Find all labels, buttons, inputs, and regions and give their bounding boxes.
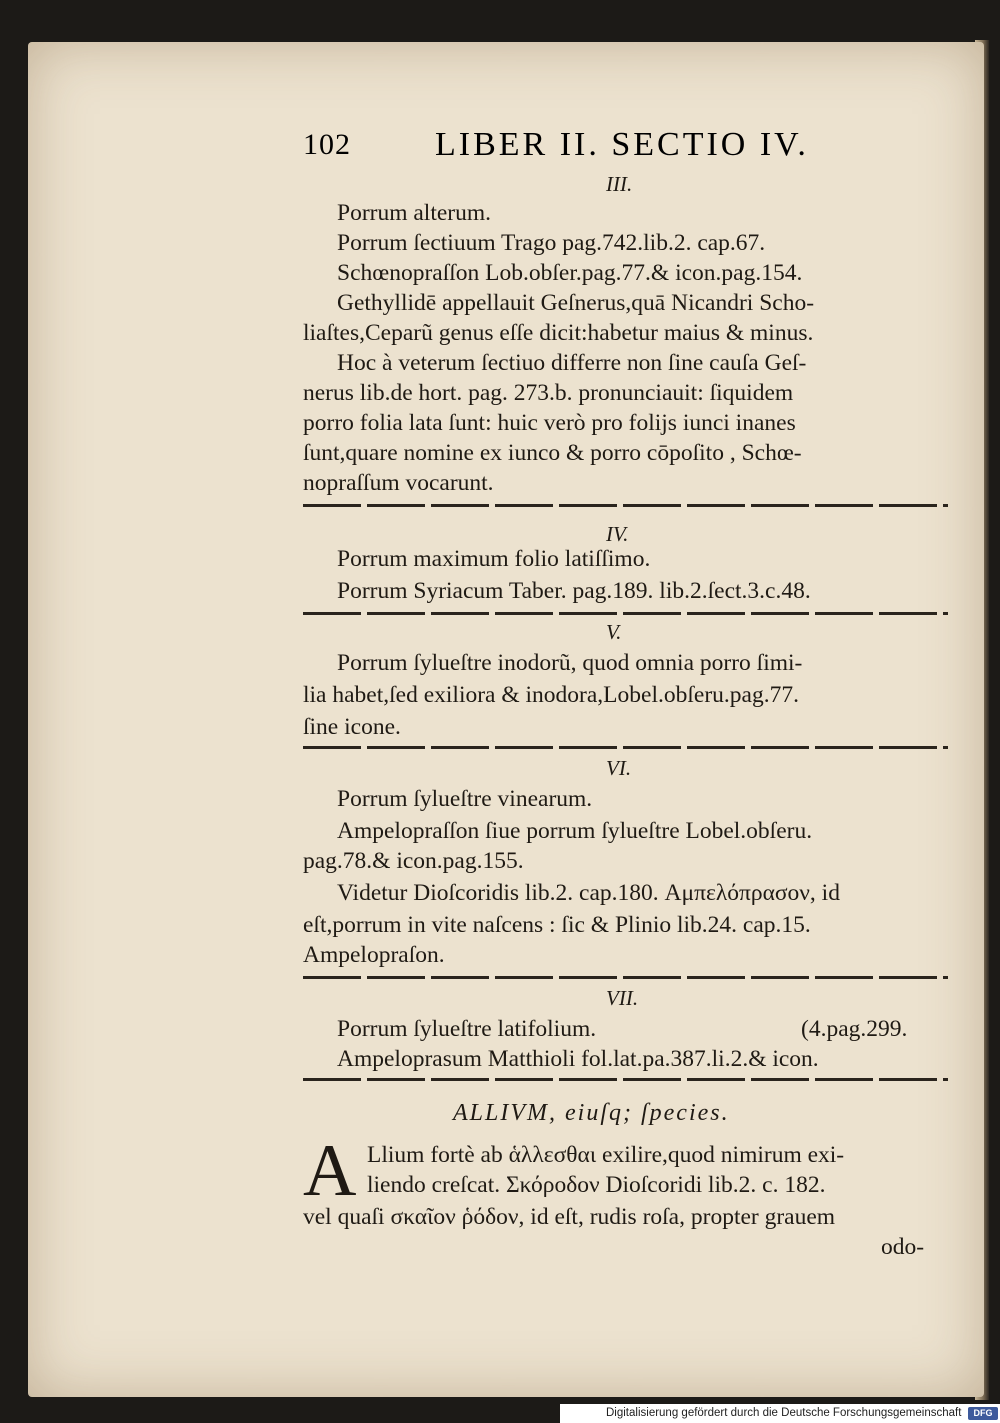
section-numeral: IV. (606, 522, 629, 546)
text-line: Porrum maximum folio latiſſimo. (337, 546, 651, 572)
dfg-logo-icon: DFG (968, 1407, 998, 1420)
margin-note: (4.pag.299. (801, 1016, 908, 1042)
text-line: Videtur Dioſcoridis lib.2. cap.180. Αμπελόπρασον, id (337, 880, 840, 906)
text-line: vel quaſi σκαῖον ῥόδον, id eſt, rudis roſa, propter grauem (303, 1204, 836, 1230)
text-line: Porrum ſylueſtre vinearum. (337, 786, 593, 812)
text-line: Ampelopraſon. (303, 942, 445, 968)
section-rule (303, 976, 948, 979)
text-line: Porrum alterum. (337, 200, 492, 226)
page-header (303, 126, 953, 170)
text-line: Porrum ſectiuum Trago pag.742.lib.2. cap.67. (337, 230, 766, 256)
text-line: ſine icone. (303, 714, 401, 740)
text-line: Hoc à veterum ſectiuo differre non ſine cauſa Geſ- (337, 350, 807, 376)
text-line: Porrum Syriacum Taber. pag.189. lib.2.ſect.3.c.48. (337, 578, 811, 604)
section-numeral: III. (606, 172, 633, 196)
section-rule (303, 1078, 948, 1081)
text-line: lia habet,ſed exiliora & inodora,Lobel.obſeru.pag.77. (303, 682, 799, 708)
section-numeral: V. (606, 620, 622, 644)
catchword: odo- (881, 1234, 925, 1260)
section-numeral: VI. (606, 756, 632, 780)
running-head: LIBER II. SECTIO IV. (435, 126, 809, 163)
section-numeral: VII. (606, 986, 639, 1010)
footer-text: Digitalisierung gefördert durch die Deutsche Forschungsgemeinschaft (606, 1407, 962, 1419)
text-line: Porrum ſylueſtre inodorũ, quod omnia porro ſimi- (337, 650, 803, 676)
text-line: Gethyllidē appellauit Geſnerus,quā Nicandri Scho- (337, 290, 815, 316)
drop-cap: A (303, 1130, 357, 1212)
text-line: liendo creſcat. Σκόροδον Dioſcoridi lib.2. c. 182. (367, 1172, 826, 1198)
text-line: ſunt,quare nomine ex iunco & porro cōpoſito , Schœ- (303, 440, 802, 466)
text-line: Porrum ſylueſtre latifolium. (337, 1016, 597, 1042)
text-line: porro folia lata ſunt: huic verò pro folijs iunci inanes (303, 410, 796, 436)
text-line: pag.78.& icon.pag.155. (303, 848, 524, 874)
section-rule (303, 504, 948, 507)
text-line: Llium fortè ab ἁλλεσθαι exilire,quod nimirum exi- (367, 1142, 845, 1168)
text-line: eſt,porrum in vite naſcens : ſic & Plinio lib.24. cap.15. (303, 912, 811, 938)
text-line: Schœnopraſſon Lob.obſer.pag.77.& icon.pag.154. (337, 260, 803, 286)
text-line: nopraſſum vocarunt. (303, 470, 494, 496)
allium-title: ALLIVM, eiuſq; ſpecies. (453, 1100, 730, 1126)
page-number: 102 (303, 128, 351, 161)
text-line: Ampelopraſſon ſiue porrum ſylueſtre Lobel.obſeru. (337, 818, 813, 844)
digitization-footer (560, 1404, 1000, 1423)
text-line: Ampeloprasum Matthioli fol.lat.pa.387.li.2.& icon. (337, 1046, 819, 1072)
text-line: nerus lib.de hort. pag. 273.b. pronunciauit: ſiquidem (303, 380, 794, 406)
section-rule (303, 612, 948, 615)
section-rule (303, 746, 948, 749)
text-line: liaſtes,Ceparũ genus eſſe dicit:habetur maius & minus. (303, 320, 814, 346)
